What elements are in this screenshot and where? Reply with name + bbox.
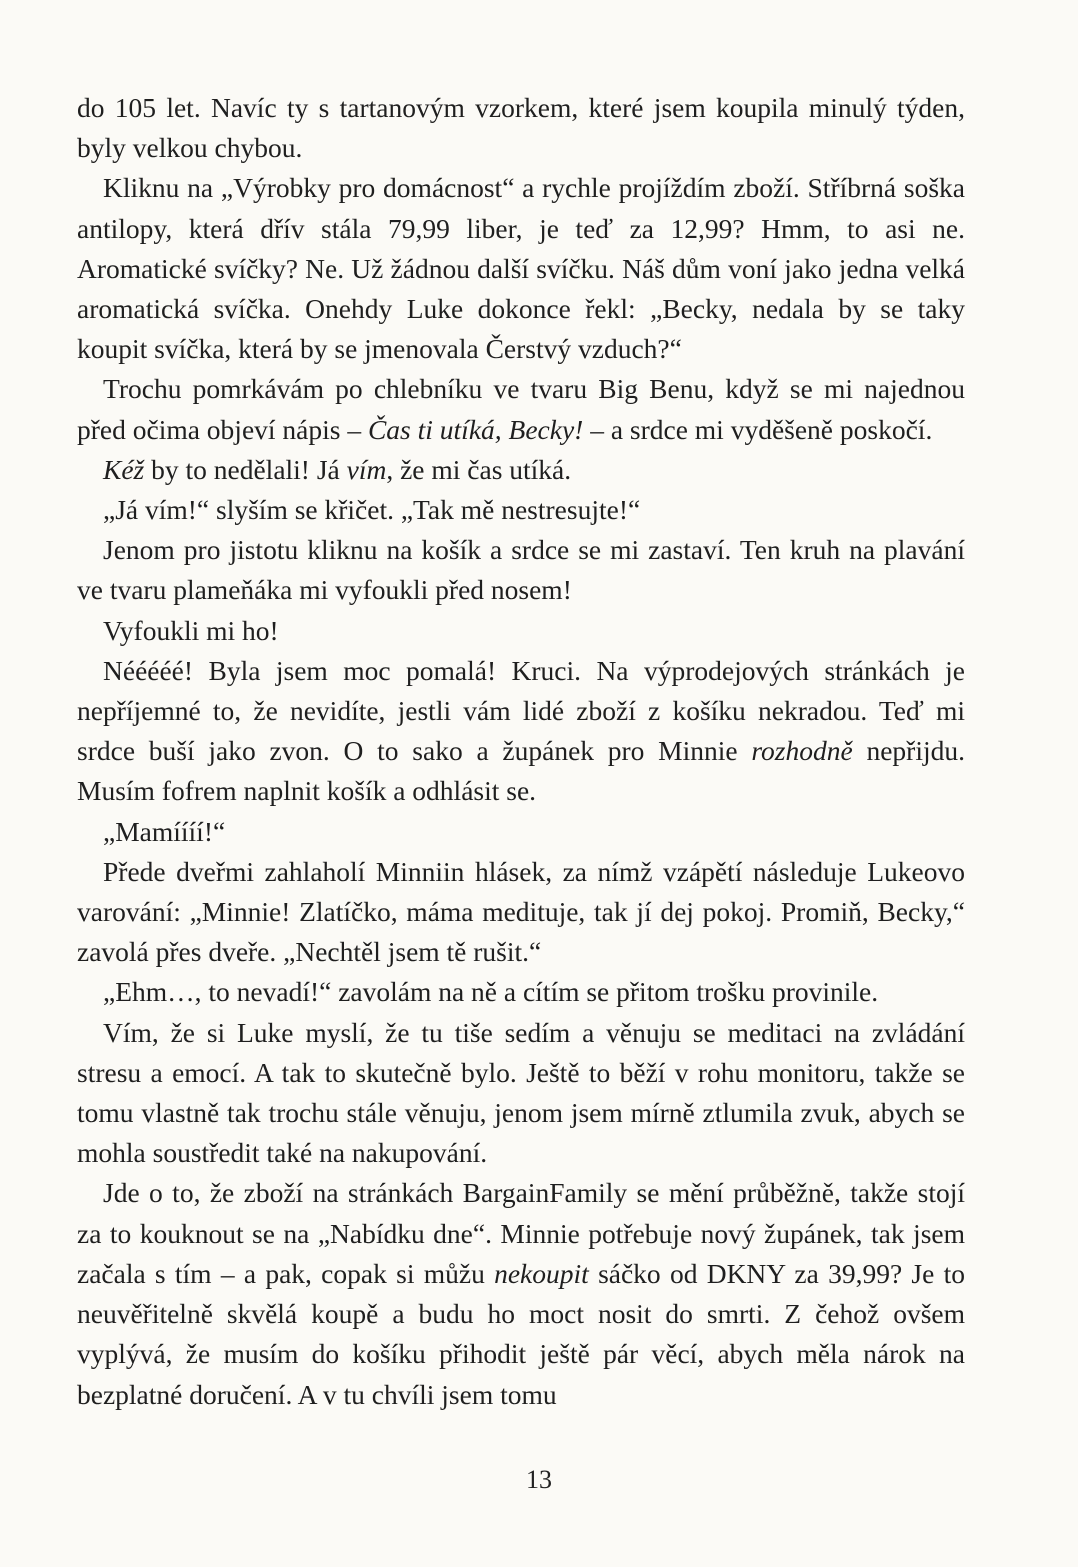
paragraph — [77, 530, 965, 610]
paragraph — [77, 1173, 965, 1414]
paragraph — [77, 168, 965, 369]
paragraph — [77, 490, 965, 530]
paragraph-run: Jenom pro jistotu kliknu na košík a srdce se mi zastaví. Ten kruh na plavání ve tvaru plameňáka mi vyfoukli před nosem! — [77, 534, 965, 606]
paragraph — [77, 369, 965, 449]
page-number: 13 — [526, 1465, 552, 1494]
paragraph-run: nepřijdu. Musím fofrem naplnit košík a odhlásit se. — [77, 735, 965, 807]
paragraph-run: – a srdce mi vyděšeně poskočí. — [583, 413, 933, 445]
paragraph — [77, 812, 965, 852]
paragraph — [77, 651, 965, 812]
italic-run: Kéž — [103, 453, 145, 485]
paragraph-run: Kliknu na „Výrobky pro domácnost“ a rychle projíždím zboží. Stříbrná soška antilopy, která dřív stála 79,99 liber, je teď za 12,99? Hmm, to asi ne. Aromatické svíčky? Ne. Už žádnou další svíčku. Náš dům voní jako jedna velká aromatická svíčka. Onehdy Luke dokonce řekl: „Becky, nedala by se taky koupit svíčka, která by se jmenovala Čerstvý vzduch?“ — [77, 172, 965, 365]
paragraph — [77, 88, 965, 168]
paragraph-run: Přede dveřmi zahlaholí Minniin hlásek, za nímž vzápětí následuje Lukeovo varování: „Minnie! Zlatíčko, máma medituje, tak jí dej pokoj. Promiň, Becky,“ zavolá přes dveře. „Nechtěl jsem tě rušit.“ — [77, 855, 965, 968]
paragraph-run: Jde o to, že zboží na stránkách BargainFamily se mění průběžně, takže stojí za to kouknout se na „Nabídku dne“. Minnie potřebuje nový župánek, tak jsem začala s tím – a pak, copak si můžu — [77, 1177, 965, 1289]
paragraph — [77, 1013, 965, 1174]
italic-run: Čas ti utíká, Becky! — [367, 413, 584, 445]
paragraph-run: by to nedělali! Já — [144, 453, 347, 485]
paragraph-run: „Mamíííí!“ — [103, 815, 226, 847]
italic-run: vím — [346, 453, 387, 485]
paragraph-run: Vím, že si Luke myslí, že tu tiše sedím a věnuju se meditaci na zvládání stresu a emocí. A tak to skutečně bylo. Ještě to běží v rohu monitoru, takže se tomu vlastně tak trochu stále věnuju, jenom jsem mírně ztlumila zvuk, abych se mohla soustředit také na nakupování. — [77, 1016, 965, 1169]
paragraph-run: do 105 let. Navíc ty s tartanovým vzorkem, které jsem koupila minulý týden, byly velkou chybou. — [77, 92, 965, 164]
paragraph — [77, 450, 965, 490]
italic-run: rozhodně — [751, 735, 853, 767]
paragraph-run: „Ehm…, to nevadí!“ zavolám na ně a cítím se přitom trošku provinile. — [103, 976, 879, 1008]
paragraph-run: Trochu pomrkávám po chlebníku ve tvaru Big Benu, když se mi najednou před očima objeví nápis – — [77, 373, 965, 445]
italic-run: nekoupit — [494, 1257, 589, 1289]
book-page-text — [77, 88, 965, 1415]
paragraph-run: Nééééé! Byla jsem moc pomalá! Kruci. Na výprodejových stránkách je nepříjemné to, že nevidíte, jestli vám lidé zboží z košíku nekradou. Teď mi srdce buší jako zvon. O to sako a župánek pro Minnie — [77, 654, 965, 767]
paragraph — [77, 852, 965, 973]
paragraph — [77, 611, 965, 651]
paragraph-run: , že mi čas utíká. — [386, 453, 572, 485]
paragraph-run: Vyfoukli mi ho! — [103, 614, 279, 646]
paragraph-run: sáčko od DKNY za 39,99? Je to neuvěřitelně skvělá koupě a budu ho moct nosit do smrti. Z čehož ovšem vyplývá, že musím do košíku přihodit ještě pár věcí, abych měla nárok na bezplatné doručení. A v tu chvíli jsem tomu — [77, 1257, 965, 1410]
paragraph-run: „Já vím!“ slyším se křičet. „Tak mě nestresujte!“ — [103, 494, 641, 526]
paragraph — [77, 972, 965, 1012]
